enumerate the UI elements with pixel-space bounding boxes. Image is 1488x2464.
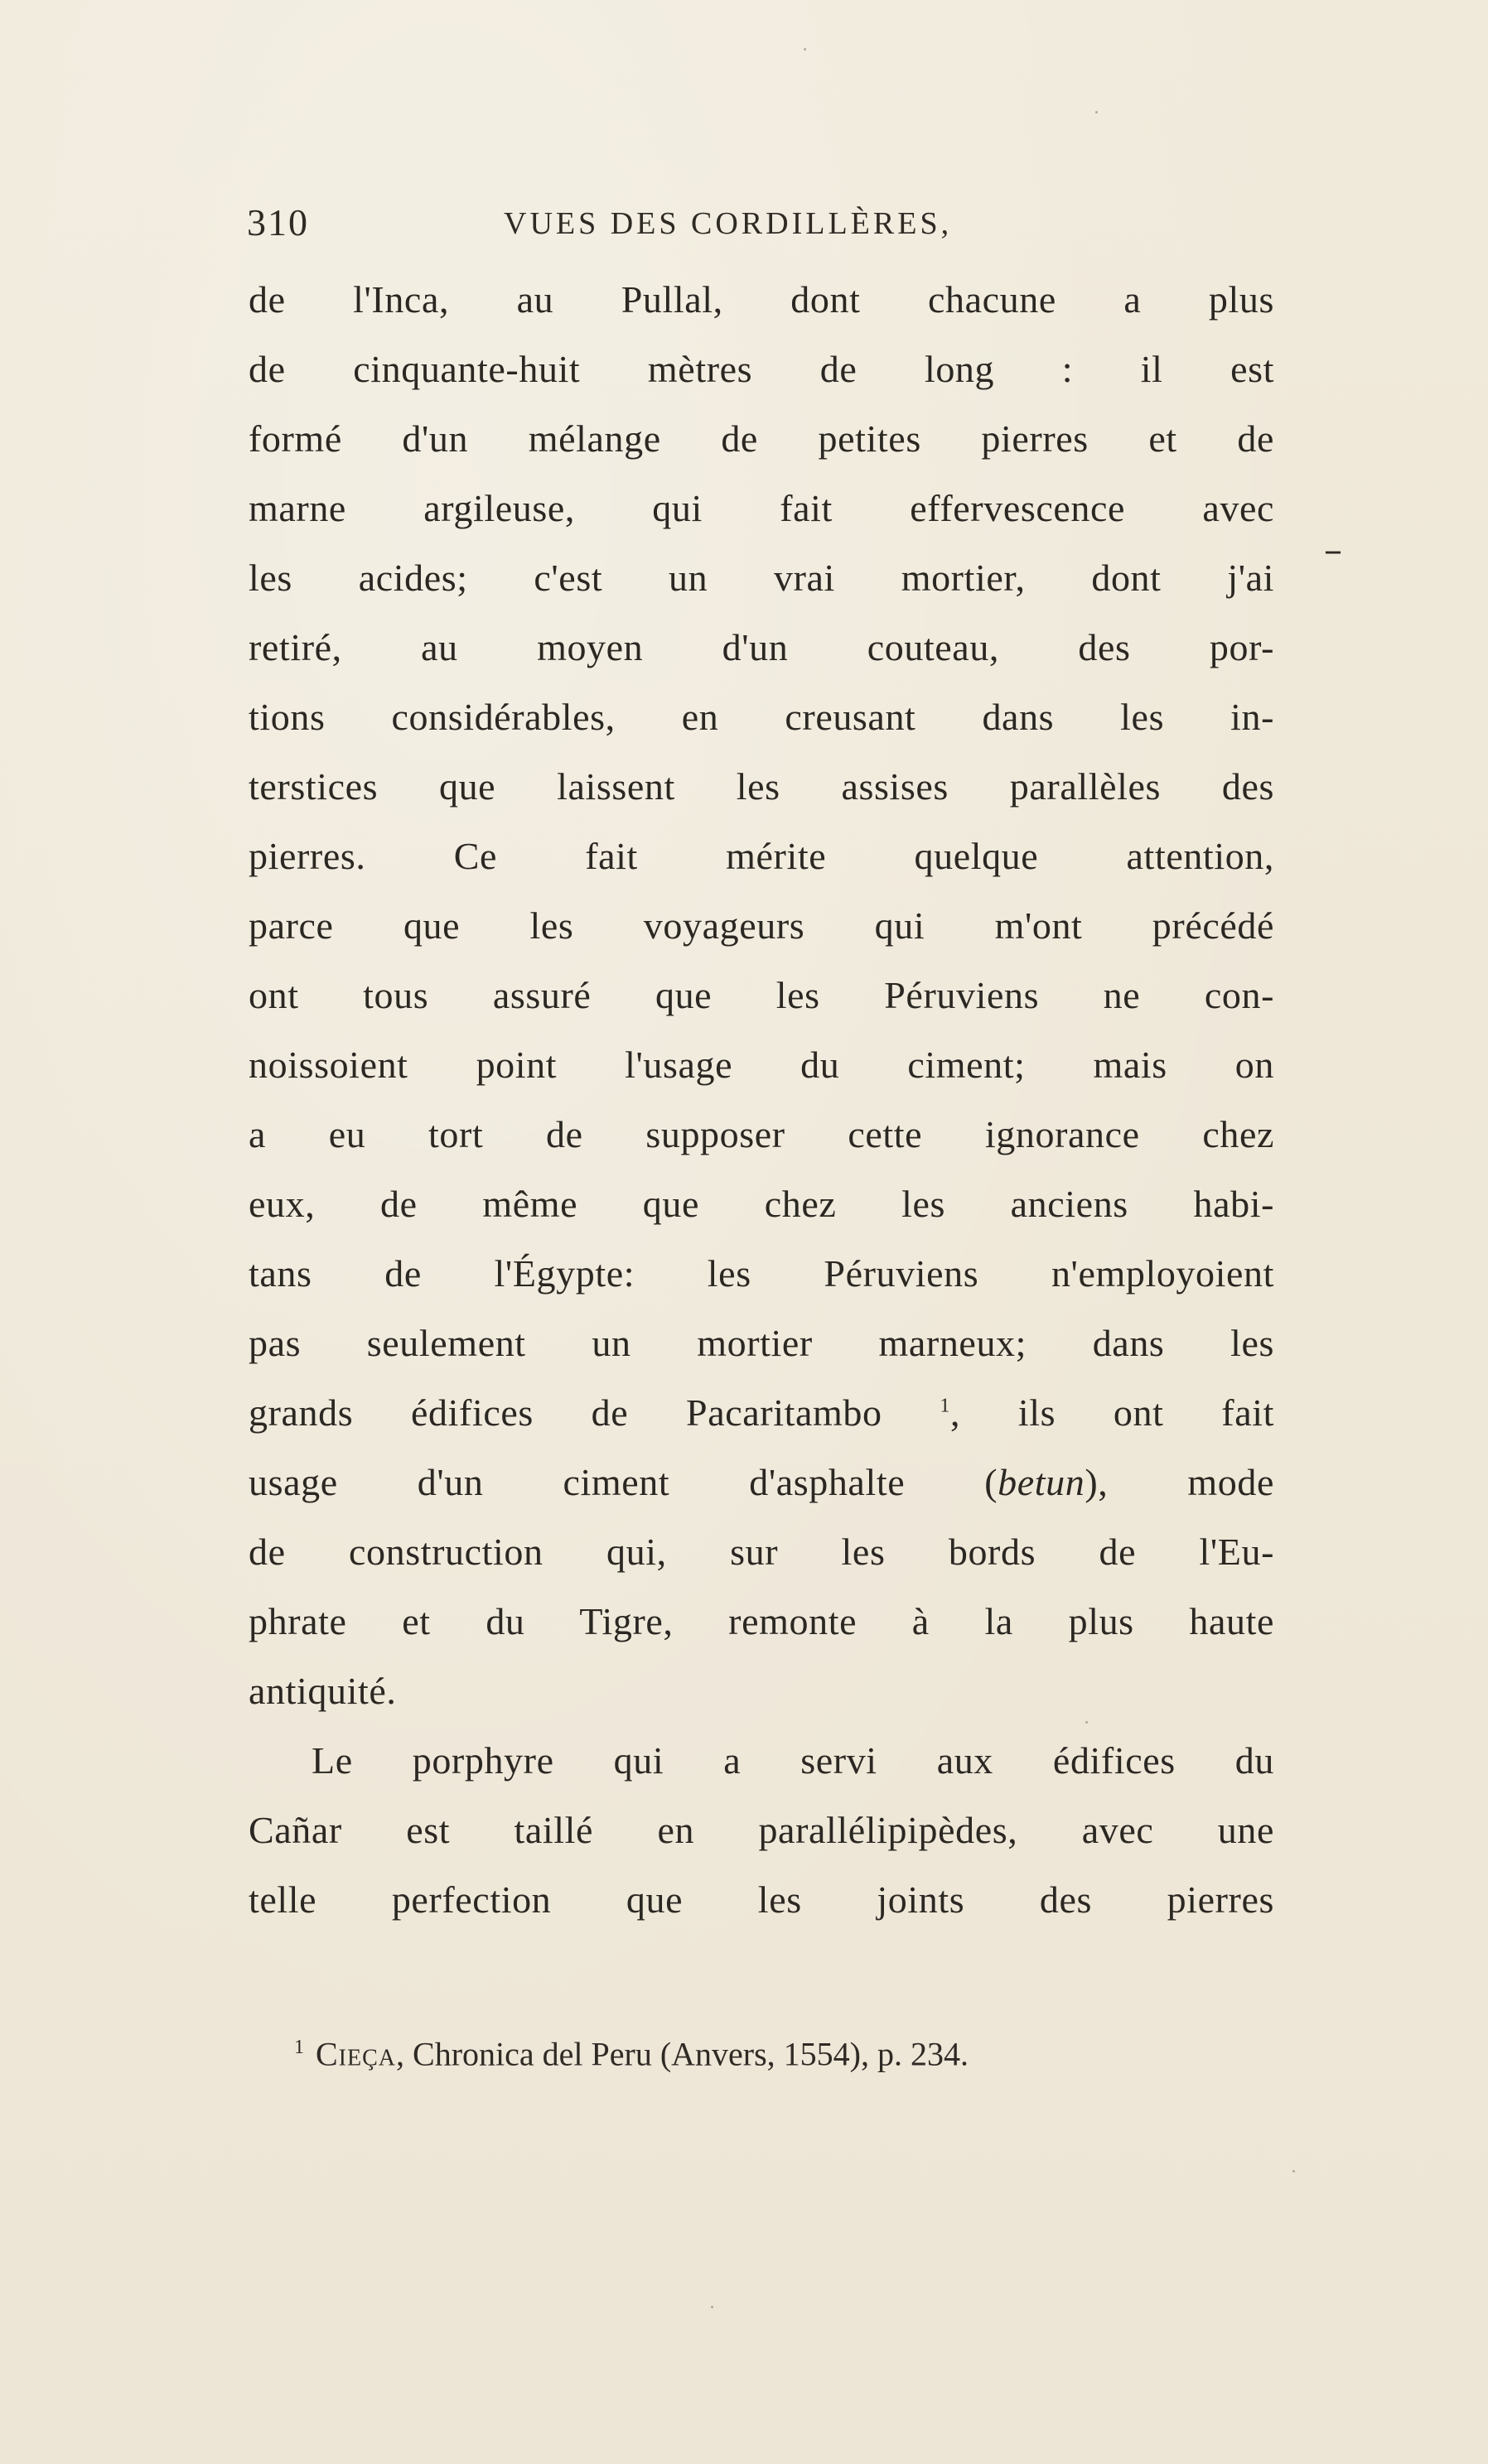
paragraph-start-line: Le porphyre qui a servi aux édifices du	[312, 1739, 1274, 1782]
text-line: ont tous assuré que les Péruviens ne con-	[249, 974, 1274, 1016]
text-line: eux, de même que chez les anciens habi-	[249, 1183, 1274, 1225]
text-line: pierres. Ce fait mérite quelque attention,	[249, 835, 1274, 877]
margin-mark: –	[1324, 529, 1342, 571]
text-fragment: ), mode	[1085, 1461, 1274, 1503]
text-line: de l'Inca, au Pullal, dont chacune a plus	[249, 278, 1274, 321]
paper-fleck	[804, 48, 806, 51]
text-line-betun	[249, 1448, 1274, 1517]
page-number: 310	[247, 201, 309, 244]
footnote-mark: 1	[294, 2037, 304, 2058]
paper-fleck	[711, 2306, 713, 2308]
paper-fleck	[1292, 2170, 1295, 2172]
footnote-reference: 1	[940, 1395, 950, 1417]
text-line: de cinquante-huit mètres de long : il est	[249, 348, 1274, 390]
text-line: phrate et du Tigre, remonte à la plus haute	[249, 1600, 1274, 1642]
text-line: telle perfection que les joints des pierres	[249, 1878, 1274, 1921]
footnote-author: Cieça	[316, 2035, 397, 2073]
paper-fleck	[1095, 111, 1098, 113]
text-fragment: , ils ont fait	[949, 1391, 1274, 1434]
italic-word: betun	[998, 1461, 1085, 1503]
footnote	[294, 2023, 1274, 2079]
text-line: antiquité.	[249, 1670, 397, 1712]
text-line: a eu tort de supposer cette ignorance chez	[249, 1113, 1274, 1155]
text-line: retiré, au moyen d'un couteau, des por-	[249, 626, 1274, 668]
text-line: de construction qui, sur les bords de l'Eu-	[249, 1531, 1274, 1573]
text-line-pacaritambo	[249, 1378, 1274, 1448]
text-line: noissoient point l'usage du ciment; mais on	[249, 1044, 1274, 1086]
running-head: VUES DES CORDILLÈRES,	[504, 206, 953, 241]
body-text	[249, 265, 1274, 1935]
text-fragment: usage d'un ciment d'asphalte (	[249, 1461, 998, 1503]
text-line: marne argileuse, qui fait effervescence avec	[249, 487, 1274, 529]
text-line: les acides; c'est un vrai mortier, dont j'ai	[249, 557, 1274, 599]
text-line: parce que les voyageurs qui m'ont précédé	[249, 904, 1274, 947]
footnote-text: , Chronica del Peru (Anvers, 1554), p. 234.	[396, 2035, 969, 2073]
text-line: pas seulement un mortier marneux; dans les	[249, 1322, 1274, 1364]
text-line: tans de l'Égypte: les Péruviens n'employoient	[249, 1252, 1274, 1295]
paper-fleck	[1085, 1721, 1088, 1724]
text-line: terstices que laissent les assises parallèles des	[249, 765, 1274, 808]
page-header	[247, 200, 1274, 267]
text-line: Cañar est taillé en parallélipipèdes, avec une	[249, 1809, 1274, 1851]
text-line: formé d'un mélange de petites pierres et de	[249, 417, 1274, 460]
text-line: tions considérables, en creusant dans les in-	[249, 696, 1274, 738]
text-fragment: grands édifices de Pacaritambo	[249, 1391, 940, 1434]
